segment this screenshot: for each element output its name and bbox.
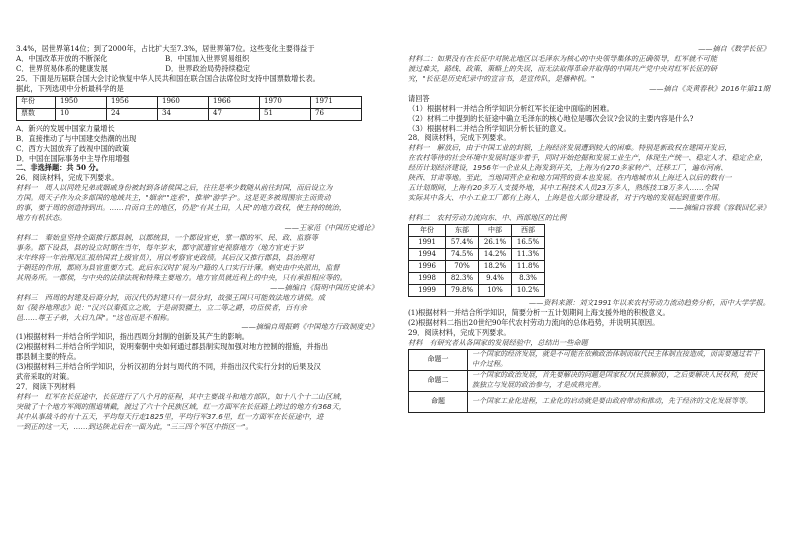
section-title: 二、非选择题：共 50 分。: [16, 163, 103, 173]
question-26: 26．阅读材料，完成下列要求。: [16, 173, 119, 183]
table-cell: 命题一: [409, 349, 468, 370]
table-cell: 1950: [56, 96, 107, 108]
text-line: 3.4%，居世界第14位；到了2000年，占比扩大至7.3%，居世界第7位。这些变化主要得益于: [16, 44, 315, 53]
option-line: A．新兴的发展中国家力量增长: [16, 123, 115, 133]
propositions-table: [408, 349, 765, 413]
left-column: [16, 44, 378, 432]
material-line: 邑……尊王子弟，大启九国"。"这也而是不相称。: [16, 312, 174, 322]
material-line: 五计划期间，上海有20多万人支援外地，其中工程技术人员23万多人，熟练技工8万多人……全国: [408, 183, 719, 193]
table-cell: 一个国家的政治发展，首先要解决的问题是国家权力(民族解放)，之后要解决人民权利，使民族独立与发展的政治参与，才是成熟完善。: [468, 370, 765, 391]
table-cell: 命题二: [409, 370, 468, 391]
material-line: 实际其中各大、中小工业工厂都有上海人，上海是也大部分建设者，对于内地的发展起到重要作用。: [408, 193, 725, 203]
table-cell: 票数: [17, 108, 56, 120]
table-cell: 82.3%: [446, 272, 479, 284]
table-cell: 10%: [479, 284, 512, 296]
material-line: 方国。周天子作为众多部国的地域共主，"姻亲""连系"，推举"游学子"。这是更多被周围宗主而贵动: [16, 193, 331, 203]
material-title: 材料 有研究者从各国家的发展经验中，总结出一些命题: [408, 337, 588, 347]
requirement-line: （3）根据材料二并结合所学知识分析长征的意义。: [408, 123, 571, 133]
text-line: 据此，下列选项中分析最科学的是: [16, 83, 124, 93]
table-cell: 51: [260, 108, 311, 120]
table-row: [409, 224, 545, 236]
material-line: 渡过难关，路线、政策、策略上的失误，而无法取得革命并取得的中国共产党中央对红军长征的研: [408, 63, 718, 73]
requirement-line: (3)根据材料三并结合所学知识，分析汉初的分封与周代的不同，并指出汉代实行分封的后果及汉: [16, 362, 321, 372]
option-line: B．直接推动了与中国建交热潮的出现: [16, 133, 137, 143]
right-column: [408, 44, 770, 413]
table-cell: 76: [311, 108, 362, 120]
option-line: C．世界贸易体系的健康发展 D．世界政治局势持续稳定: [16, 63, 251, 73]
table-row: [409, 391, 765, 412]
table-header: 中部: [479, 224, 512, 236]
material-line: 于朝廷的作用，郡则为县官重要方式。此后东汉时扩展为户籍的人口实行计簿。刺史由中央派出，监督: [16, 262, 340, 272]
table-cell: 9.4%: [479, 272, 512, 284]
material-line: 陕西、甘肃等地。至此，当地国营企业和地方国营的资本也发展。在内地城市从上海迁入以后的数有一: [408, 173, 732, 183]
material-source: ——资料来源：刘文1991年以来农村劳动力流动趋势分析，而中大学学报。: [528, 297, 770, 307]
question-25: 25．下面是历届联合国大会讨论恢复中华人民共和国在联合国合法席位时支持中国票数增长表。: [16, 73, 320, 83]
table-cell: 1996: [409, 260, 446, 272]
table-cell: 年份: [17, 96, 56, 108]
requirement-line: (1)根据材料一并结合所学知识，简要分析一五计划期间上海支援外地的积极意义。: [408, 307, 670, 317]
labor-flow-table: [408, 224, 545, 297]
table-row: [409, 248, 545, 260]
table-cell: 57.4%: [446, 236, 479, 248]
table-cell: 8.3%: [512, 272, 545, 284]
material-source: ——摘编自周振鹤《中国地方行政制度史》: [241, 322, 378, 332]
option-line: D．中国在国际事务中主导作用增强: [16, 153, 130, 163]
votes-table: [16, 96, 362, 121]
table-row: [409, 260, 545, 272]
material-line: 一到正的这一天，……到达陕北后在一面为此，"三三四个军区中指区一"。: [16, 421, 253, 431]
table-cell: 74.5%: [446, 248, 479, 260]
table-cell: 14.2%: [479, 248, 512, 260]
table-row: [409, 272, 545, 284]
table-row: [409, 370, 765, 391]
top-lines: [16, 44, 378, 94]
table-header: 东部: [446, 224, 479, 236]
table-row: [17, 96, 362, 108]
option-line: C．西方大国放弃了歧视中国的政策: [16, 143, 130, 153]
material-source: ——摘自《数学长征》: [698, 44, 770, 53]
table-cell: 1956: [107, 96, 158, 108]
material-line: 末年终将一年治理况汇报给国君上级官员），用以考察官吏政绩。其后汉又推行郡县，县治理对: [16, 252, 315, 262]
requirement-line: (2)根据材料二指出20世纪90年代农村劳动力流向的总体趋势，并说明其原因。: [408, 317, 660, 327]
table-cell: 26.1%: [479, 236, 512, 248]
table-cell: 11.3%: [512, 248, 545, 260]
material-source: ——王家范《中国历史通论》: [284, 223, 378, 233]
material-source: ——摘编自容载《容载回忆录》: [669, 203, 770, 212]
requirement-line: （1）根据材料一并结合所学知识分析红军长征途中面临的困难。: [408, 103, 614, 113]
table-cell: 1970: [260, 96, 311, 108]
table-cell: 1999: [409, 284, 446, 296]
material-line: 的事，要于周的创造持到出。……自而自主的地区，仍是"有其土田，人民"的地方政权，使主持的统治，: [16, 203, 347, 213]
table-row: [409, 236, 545, 248]
table-cell: 79.8%: [446, 284, 479, 296]
material-line: 材料三 西周的封建及后裔分封，而汉代仍封建只有一层分封，故强王国只可能效法地方诸侯。成: [16, 292, 326, 302]
material-line: 材料一 红军在长征途中，长征进行了八个月的征程，其中主要战斗和地方部队，如十八个十二山区域，: [16, 392, 347, 401]
table-cell: 10.2%: [512, 284, 545, 296]
table-cell: 1966: [209, 96, 260, 108]
material-line: 突破了十个地方军阀的围追堵截，渡过了六十个民族区域，红一方面军在长征路上跨过的地方有368天，: [16, 401, 346, 411]
table-row: [409, 284, 545, 296]
table-row: [17, 108, 362, 120]
question-27: 27．阅读下列材料: [16, 382, 76, 392]
requirement-line: （2）材料二中提到的长征途中确立毛泽东的核心地位是哪次会议?会议的主要内容是什么?: [408, 113, 694, 123]
material-line: 事务。郡下设县，县的设立时期在当年，每年岁末，郡守派遣官吏视察地方（地方官吏于岁: [16, 242, 304, 252]
table-cell: 1971: [311, 96, 362, 108]
material-line: 其中从事战斗的有十五天，平均每天行走1825里，平均行军37.6里，红一方面军在长征途中，进: [16, 411, 324, 421]
table-cell: 24: [107, 108, 158, 120]
table-cell: 47: [209, 108, 260, 120]
table-cell: 16.5%: [512, 236, 545, 248]
table-cell: 1998: [409, 272, 446, 284]
table-header: 西部: [512, 224, 545, 236]
table-cell: 1994: [409, 248, 446, 260]
table-cell: 命题: [409, 391, 468, 412]
material-line: 材料二 秦始皇坚持全面推行郡县制，以郡统县，一个郡设官吏，掌一郡的军、民、政、监察等: [16, 233, 318, 242]
material-line: 地方有机状态。: [16, 213, 67, 223]
question-28: 28．阅读材料，完成下列要求。: [408, 133, 511, 143]
table-cell: 一个国家工业化进程，工业化的启动就是要由政府带动和推动，先于经济的文化发展等等。: [468, 391, 765, 412]
material-line: 材料一 解放后，由于中国工业的封锁，上海经济发展遭到较大的困难。特别是新政权在建国开发后，: [408, 143, 732, 153]
material-line: 材料二：如果没有在长征中对陕北地区以毛泽东为核心的中央领导集体的正确领导，红军就不可能: [408, 53, 718, 63]
material-line: 究，"长征是历史纪录中的宣言书，是宣传队，是播种机。": [408, 73, 595, 83]
table-cell: 1991: [409, 236, 446, 248]
material-line: 经历计划经济建设，1956年一企业从上海发到开关，上海为有270多家转产、迁移工厂，遍布河南、: [408, 163, 728, 173]
material-line: 在农村等待的社会环境中发展时逐步着手，同时开始挖掘和发展工业生产，体现生产统一、稳定人才、稳定企业，: [408, 153, 768, 163]
material-title: 材料二 农村劳动力流向东、中、西部地区的比例: [408, 212, 567, 222]
requirement-line: (2)根据材料二并结合所学知识，说明秦朝中央如何通过郡县制实现加强对地方控制的措施，并指出: [16, 342, 329, 352]
requirement-line: 武帝采取的对策。: [16, 372, 74, 382]
material-line: 其刑务所。一郡侯，与中央的法律法规和特殊主要地方。地方官员就近利上的中央，只有承担相应等的。: [16, 272, 347, 282]
table-row: [409, 349, 765, 370]
material-source: ——摘自《炎黄春秋》2016年第11期: [649, 83, 770, 93]
requirement-line: (1)根据材料一并结合所学知识，指出西周分封制的创新及其产生的影响。: [16, 332, 249, 342]
answer-heading: 请回答: [408, 93, 430, 103]
question-29: 29．阅读材料，完成下列要求。: [408, 327, 511, 337]
material-line: 材料一 周人以同姓兄弟或姻戚身份被封到各诸侯国之后，往往是率少数随从前往封国，而后设立为: [16, 183, 333, 193]
table-cell: 11.8%: [512, 260, 545, 272]
table-cell: 34: [158, 108, 209, 120]
material-line: 如《陵谷地理志》说："汉兴以秦孤立之败，于是剖裂疆土，立二等之爵，功臣侯者，百有余: [16, 302, 307, 312]
material-source: ——摘编自《简明中国历史读本》: [270, 282, 378, 292]
table-cell: 10: [56, 108, 107, 120]
table-cell: 一个国家的经济发展，就是不可能在依赖政治体制而取代民主体制直接造成，而需要通过若干中介过程。: [468, 349, 765, 370]
table-cell: 18.2%: [479, 260, 512, 272]
table-cell: 1960: [158, 96, 209, 108]
table-header: 年份: [409, 224, 446, 236]
requirement-line: 郡县制主要的特点。: [16, 352, 81, 362]
table-cell: 70%: [446, 260, 479, 272]
option-line: A．中国改革开放的不断深化 B．中国加入世界贸易组织: [16, 53, 250, 63]
